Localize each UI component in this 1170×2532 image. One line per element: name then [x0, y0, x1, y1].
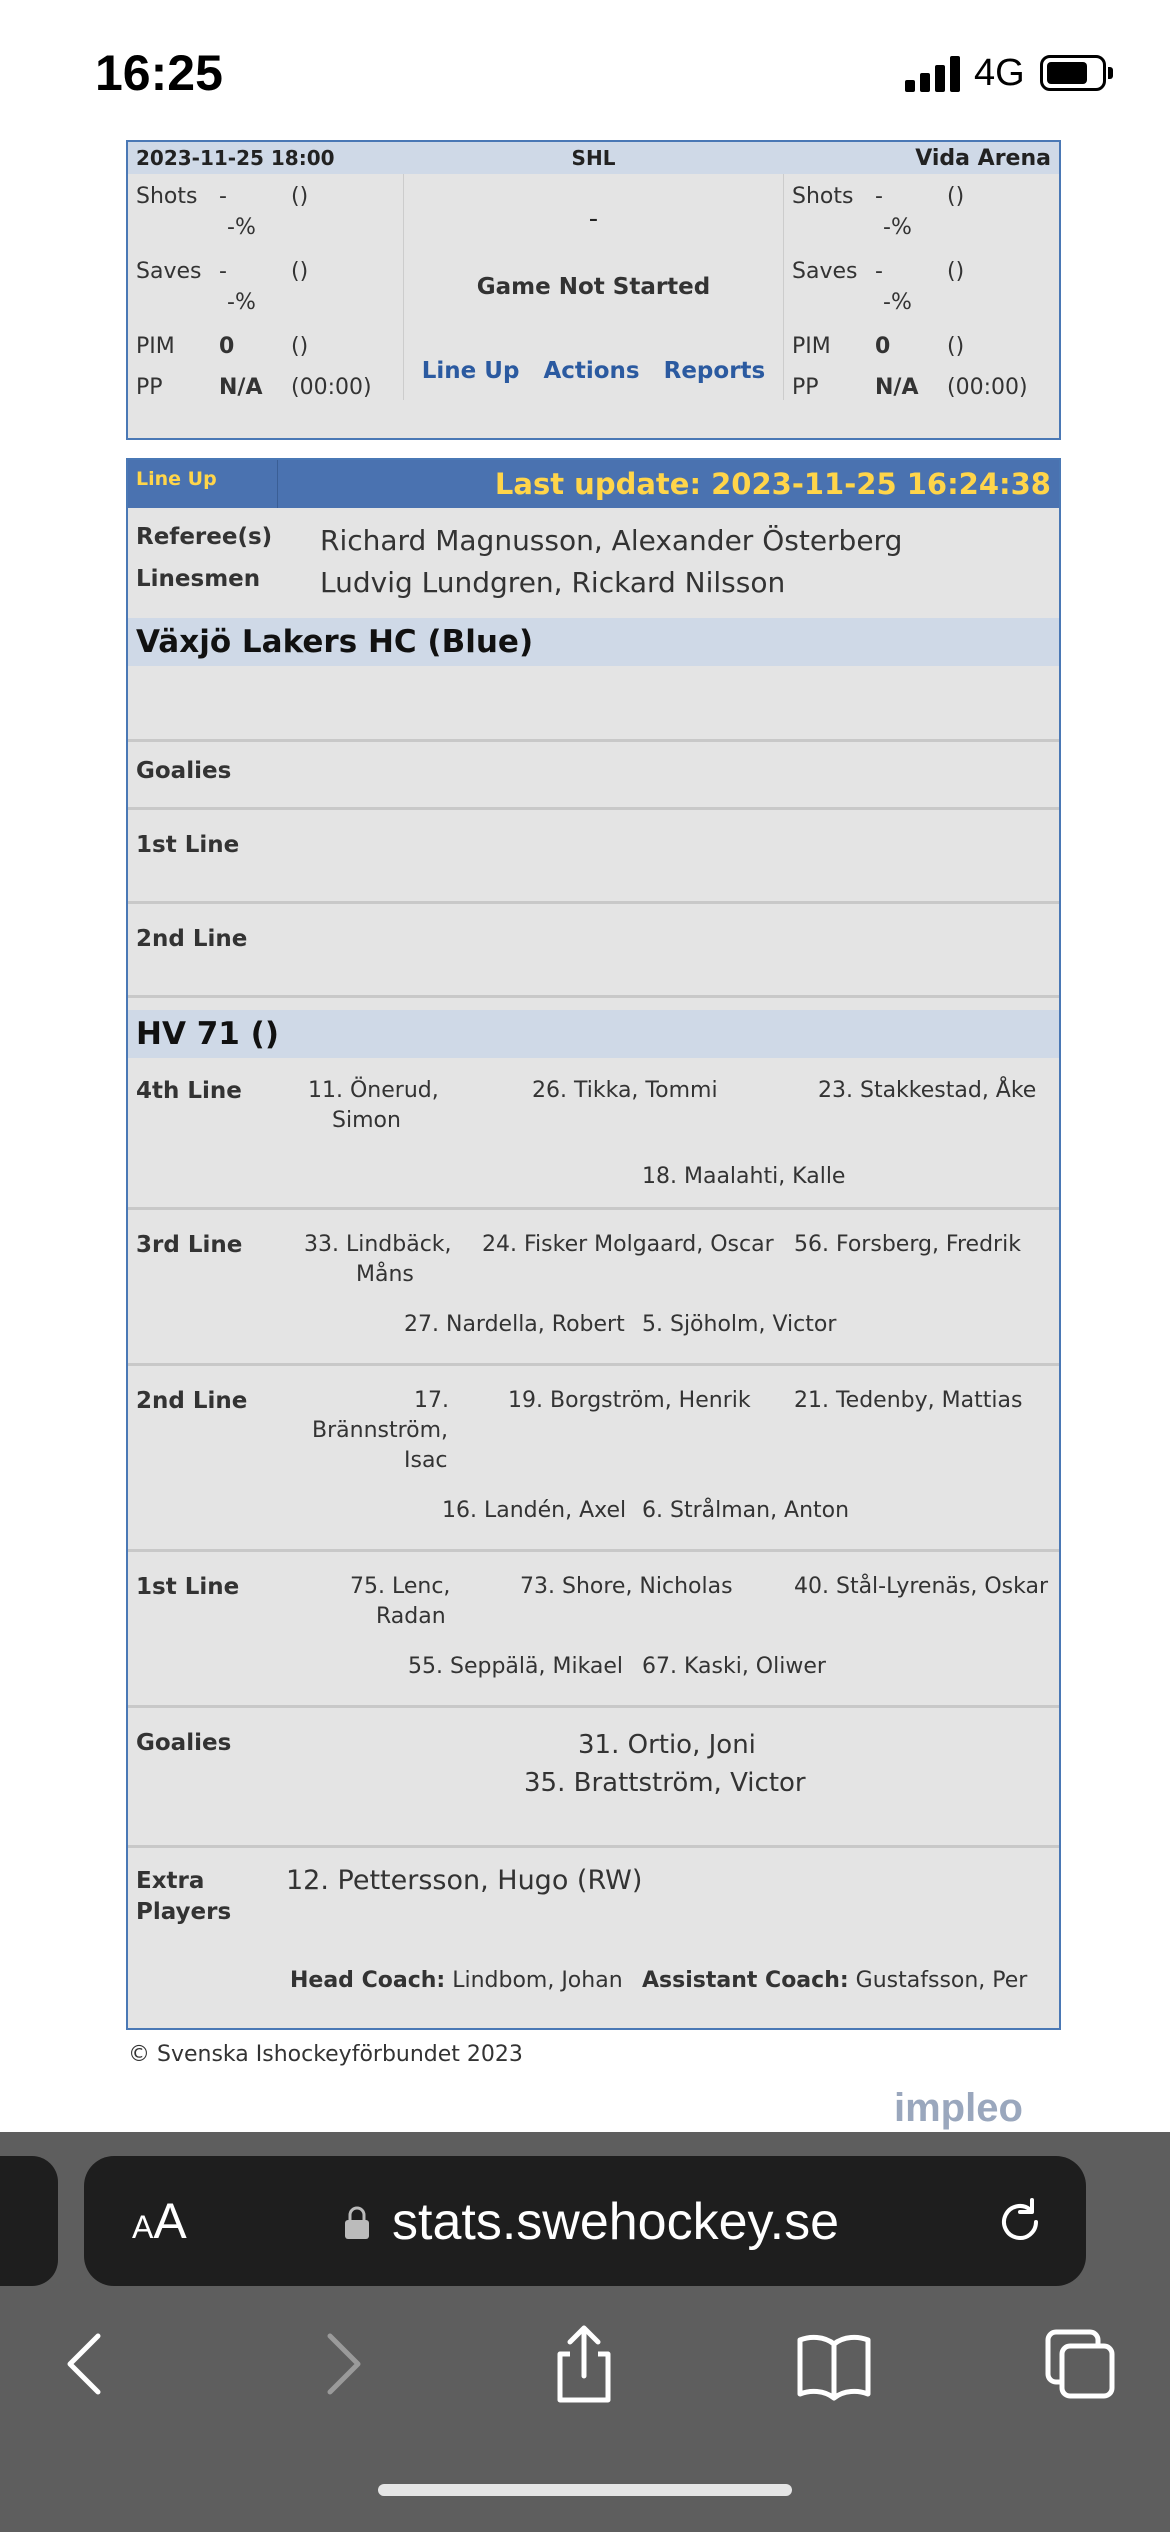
head-coach-name: Lindbom, Johan: [452, 1968, 623, 1993]
team-header: Växjö Lakers HC (Blue): [128, 618, 1059, 666]
stat-value: -: [219, 184, 227, 209]
stat-label: PIM: [136, 334, 175, 359]
player[interactable]: 40. Stål-Lyrenäs, Oskar: [794, 1574, 1048, 1599]
stat-label: PIM: [792, 334, 831, 359]
player[interactable]: Brännström,: [312, 1418, 449, 1443]
stat-extra: (00:00): [947, 375, 1028, 400]
player[interactable]: Måns: [356, 1262, 414, 1287]
team-header: HV 71 (): [128, 1010, 1059, 1058]
extra-player[interactable]: 12. Pettersson, Hugo (RW): [286, 1865, 643, 1896]
away-stats: [784, 174, 1059, 400]
text-size-button[interactable]: [132, 2192, 187, 2250]
assistant-coach-label: Assistant Coach:: [642, 1968, 849, 1993]
player[interactable]: 27. Nardella, Robert: [404, 1312, 625, 1337]
player[interactable]: 75. Lenc,: [350, 1574, 451, 1599]
actions-link[interactable]: Actions: [543, 358, 640, 384]
section-label: 2nd Line: [136, 926, 248, 952]
team2-line1: [128, 1552, 1059, 1708]
section-label: Players: [136, 1899, 232, 1925]
team2-goalies: [128, 1708, 1059, 1848]
player[interactable]: Radan: [376, 1604, 446, 1629]
player[interactable]: 5. Sjöholm, Victor: [642, 1312, 837, 1337]
game-arena: Vida Arena: [915, 145, 1051, 171]
head-coach: [290, 1968, 623, 1993]
team1-empty-row: [128, 666, 1059, 742]
stat-extra: (): [947, 259, 965, 284]
section-label: 1st Line: [136, 1574, 240, 1600]
stat-label: PP: [136, 375, 163, 400]
url-text[interactable]: stats.swehockey.se: [392, 2193, 840, 2251]
player[interactable]: 19. Borgström, Henrik: [508, 1388, 751, 1413]
text-size-big: A: [153, 2193, 187, 2249]
game-links: [404, 358, 783, 384]
game-summary: [126, 140, 1061, 440]
stat-extra: (): [947, 184, 965, 209]
back-icon[interactable]: [48, 2324, 128, 2404]
goalie[interactable]: 31. Ortio, Joni: [578, 1730, 756, 1760]
browser-toolbar: [0, 2132, 1170, 2532]
text-size-small: A: [132, 2209, 154, 2245]
stat-percent: -%: [883, 215, 912, 240]
page-content: [126, 140, 1061, 2030]
player[interactable]: 17.: [414, 1388, 449, 1413]
player[interactable]: 24. Fisker Molgaard, Oscar: [482, 1232, 774, 1257]
goalie[interactable]: 35. Brattström, Victor: [524, 1768, 806, 1798]
stat-extra: (00:00): [291, 375, 372, 400]
stat-extra: (): [291, 184, 309, 209]
section-label: Extra: [136, 1868, 205, 1894]
address-bar[interactable]: [84, 2156, 1086, 2286]
player[interactable]: 23. Stakkestad, Åke: [818, 1078, 1037, 1103]
status-time: 16:25: [95, 45, 223, 101]
stat-extra: (): [947, 334, 965, 359]
player[interactable]: 21. Tedenby, Mattias: [794, 1388, 1023, 1413]
stat-value: 0: [875, 334, 891, 359]
player[interactable]: 67. Kaski, Oliwer: [642, 1654, 826, 1679]
player[interactable]: 33. Lindbäck,: [304, 1232, 452, 1257]
section-label: Goalies: [136, 758, 232, 784]
linesmen-label: Linesmen: [136, 566, 261, 592]
impleo-logo[interactable]: impleo: [894, 2086, 1023, 2130]
last-update: Last update: 2023-11-25 16:24:38: [494, 467, 1051, 501]
stat-percent: -%: [227, 215, 256, 240]
player[interactable]: 11. Önerud,: [308, 1078, 439, 1103]
reload-icon[interactable]: [992, 2194, 1048, 2250]
referee-row: [128, 508, 1059, 562]
section-label: 1st Line: [136, 832, 240, 858]
lineup-link[interactable]: Line Up: [421, 358, 520, 384]
team2-line2: [128, 1366, 1059, 1552]
game-score: -: [588, 204, 599, 234]
home-stats: [128, 174, 403, 400]
stat-extra: (): [291, 334, 309, 359]
player[interactable]: Isac: [404, 1448, 448, 1473]
stat-percent: -%: [227, 290, 256, 315]
player[interactable]: 56. Forsberg, Fredrik: [794, 1232, 1021, 1257]
player[interactable]: Simon: [332, 1108, 401, 1133]
lineup-header: [128, 460, 1059, 508]
head-coach-label: Head Coach:: [290, 1968, 446, 1993]
player[interactable]: 6. Strålman, Anton: [642, 1498, 850, 1523]
player[interactable]: 18. Maalahti, Kalle: [642, 1164, 846, 1189]
stat-percent: -%: [883, 290, 912, 315]
player[interactable]: 26. Tikka, Tommi: [532, 1078, 718, 1103]
stat-label: Saves: [136, 259, 202, 284]
tabs-icon[interactable]: [1040, 2324, 1120, 2404]
status-bar: [0, 0, 1170, 140]
stat-label: PP: [792, 375, 819, 400]
network-type: 4G: [974, 52, 1025, 94]
team2-extra: [128, 1848, 1059, 2010]
game-status: Game Not Started: [476, 274, 711, 300]
stat-value: -: [875, 259, 883, 284]
game-league: SHL: [571, 146, 616, 170]
section-label: 3rd Line: [136, 1232, 243, 1258]
team1-line1: [128, 810, 1059, 904]
section-label: Goalies: [136, 1730, 232, 1756]
player[interactable]: 73. Shore, Nicholas: [520, 1574, 733, 1599]
team1-goalies: [128, 742, 1059, 810]
game-date: 2023-11-25 18:00: [136, 146, 335, 170]
game-header: [128, 142, 1059, 174]
team2-line4: [128, 1058, 1059, 1210]
lock-icon: [344, 2206, 370, 2240]
copyright: © Svenska Ishockeyförbundet 2023: [128, 2042, 523, 2067]
assistant-coach-name: Gustafsson, Per: [855, 1968, 1028, 1993]
stat-extra: (): [291, 259, 309, 284]
stat-value: -: [219, 259, 227, 284]
section-label: 4th Line: [136, 1078, 242, 1104]
cellular-signal-icon: [905, 56, 961, 92]
stat-label: Shots: [136, 184, 198, 209]
assistant-coach: [642, 1968, 1027, 1993]
referee-names: Richard Magnusson, Alexander Österberg: [320, 524, 903, 557]
stat-label: Shots: [792, 184, 854, 209]
referee-label: Referee(s): [136, 524, 273, 550]
lineup-tab[interactable]: Line Up: [128, 460, 278, 508]
share-icon[interactable]: [544, 2324, 624, 2404]
forward-icon[interactable]: [300, 2324, 380, 2404]
stat-value: 0: [219, 334, 235, 359]
home-indicator[interactable]: [378, 2484, 792, 2496]
game-center: [403, 174, 784, 400]
stat-value: N/A: [875, 375, 919, 400]
player[interactable]: 55. Seppälä, Mikael: [408, 1654, 624, 1679]
team2-line3: [128, 1210, 1059, 1366]
battery-icon: [1040, 55, 1106, 91]
lineup-panel: [126, 458, 1061, 2030]
previous-tab-peek[interactable]: [0, 2156, 58, 2286]
reports-link[interactable]: Reports: [663, 358, 766, 384]
linesmen-names: Ludvig Lundgren, Rickard Nilsson: [320, 566, 786, 599]
team1-line2: [128, 904, 1059, 998]
section-label: 2nd Line: [136, 1388, 248, 1414]
linesmen-row: [128, 562, 1059, 618]
stat-value: N/A: [219, 375, 263, 400]
stat-value: -: [875, 184, 883, 209]
bookmarks-icon[interactable]: [794, 2324, 874, 2404]
stat-label: Saves: [792, 259, 858, 284]
player[interactable]: 16. Landén, Axel: [442, 1498, 627, 1523]
